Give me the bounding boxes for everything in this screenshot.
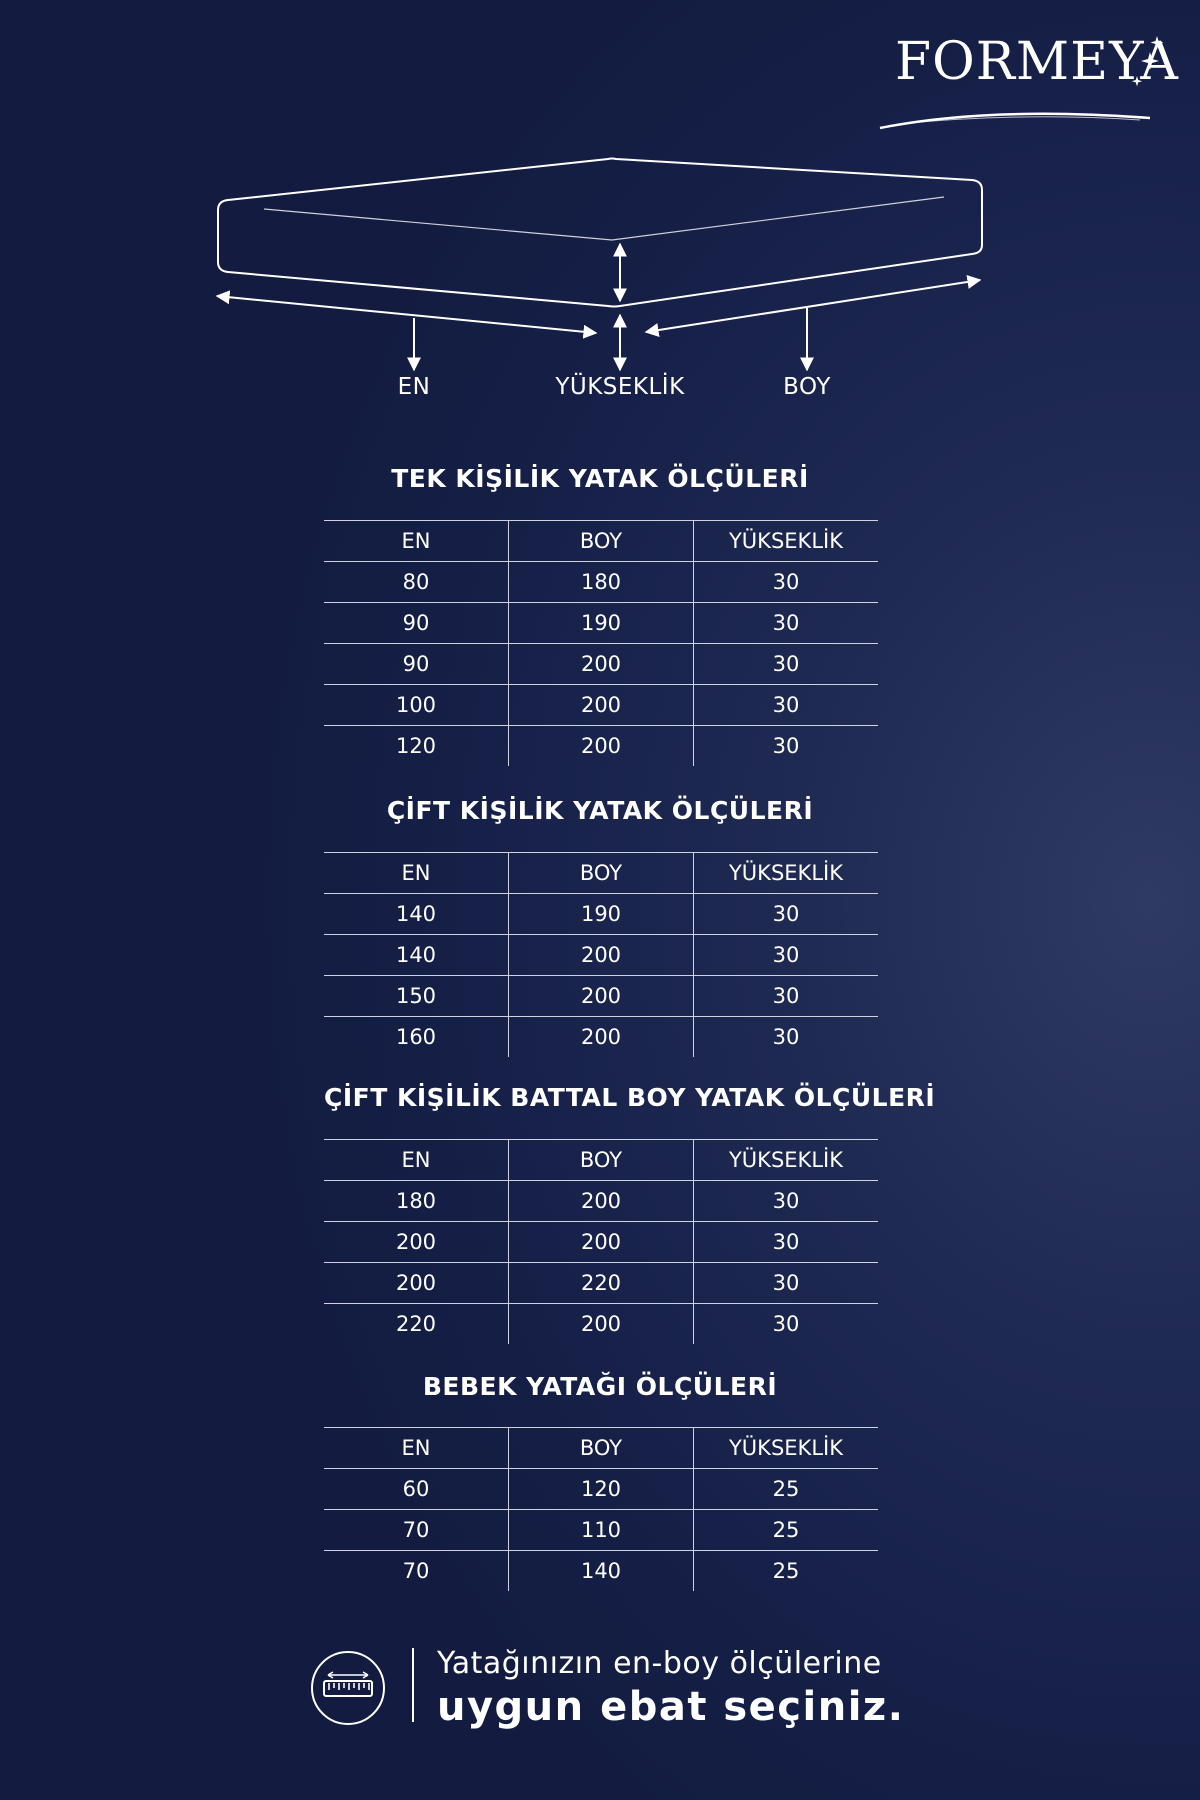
cell-boy: 200 (509, 726, 694, 767)
col-header-en: EN (324, 521, 509, 562)
table-row (324, 894, 878, 935)
cell-height: 30 (694, 1017, 879, 1058)
length-arrow (646, 280, 980, 332)
logo-wordmark: FORMEYA (895, 32, 1179, 92)
col-header-boy: BOY (509, 853, 694, 894)
table-row (324, 1017, 878, 1058)
footer-divider (412, 1648, 414, 1722)
col-header-boy: BOY (509, 1428, 694, 1469)
section-title: BEBEK YATAĞI ÖLÇÜLERİ (422, 1372, 778, 1401)
mattress-diagram (0, 0, 1200, 420)
cell-en: 160 (395, 1025, 437, 1049)
footer-note (310, 1640, 950, 1740)
cell-en: 70 (402, 1559, 430, 1583)
cell-en: 90 (324, 644, 509, 685)
table-row (324, 935, 878, 976)
table-row (324, 1181, 878, 1222)
col-header-en: EN (324, 853, 509, 894)
cell-en: 220 (395, 1312, 437, 1336)
col-header-height: YÜKSEKLİK (694, 1428, 879, 1469)
footer-line1: Yatağınızın en-boy ölçülerine (437, 1646, 882, 1681)
measuring-tape-icon (310, 1650, 386, 1726)
cell-en: 140 (324, 935, 509, 976)
col-header-en: EN (324, 1428, 509, 1469)
section-title: TEK KİŞİLİK YATAK ÖLÇÜLERİ (391, 464, 809, 493)
label-boy: BOY (783, 374, 831, 400)
table-row (324, 1263, 878, 1304)
cell-boy: 180 (509, 562, 694, 603)
cell-boy: 200 (509, 1304, 694, 1345)
cell-height: 30 (694, 603, 879, 644)
size-table-king (324, 1139, 878, 1344)
cell-en: 150 (324, 976, 509, 1017)
table-row (324, 1469, 878, 1510)
col-header-en: EN (324, 1140, 509, 1181)
cell-height: 30 (694, 1222, 879, 1263)
cell-en: 180 (324, 1181, 509, 1222)
cell-boy: 220 (509, 1263, 694, 1304)
size-table-single (324, 520, 878, 766)
cell-height: 30 (694, 644, 879, 685)
cell-boy: 120 (509, 1469, 694, 1510)
cell-boy: 200 (509, 1181, 694, 1222)
table-row (324, 603, 878, 644)
cell-height: 30 (694, 1304, 879, 1345)
cell-en: 140 (324, 894, 509, 935)
cell-en: 200 (324, 1263, 509, 1304)
table-row (324, 1222, 878, 1263)
section-title: ÇİFT KİŞİLİK BATTAL BOY YATAK ÖLÇÜLERİ (324, 1083, 936, 1112)
cell-height: 30 (694, 976, 879, 1017)
table-row (324, 1510, 878, 1551)
cell-boy: 200 (509, 976, 694, 1017)
table-row (324, 1304, 878, 1345)
cell-height: 25 (694, 1469, 879, 1510)
cell-en: 80 (324, 562, 509, 603)
footer-line2: uygun ebat seçiniz. (437, 1684, 905, 1730)
width-arrow (217, 296, 596, 333)
cell-height: 25 (694, 1510, 879, 1551)
cell-boy: 190 (509, 603, 694, 644)
cell-height: 30 (694, 1263, 879, 1304)
cell-en: 120 (395, 734, 437, 758)
table-row (324, 685, 878, 726)
cell-height: 30 (694, 1181, 879, 1222)
cell-en: 200 (324, 1222, 509, 1263)
cell-boy: 200 (509, 935, 694, 976)
col-header-height: YÜKSEKLİK (694, 853, 879, 894)
cell-en: 70 (324, 1510, 509, 1551)
cell-boy: 200 (509, 1222, 694, 1263)
table-row (324, 644, 878, 685)
label-en: EN (397, 374, 431, 400)
cell-en: 90 (324, 603, 509, 644)
mattress-outline (218, 159, 982, 307)
size-table-double (324, 852, 878, 1057)
col-header-boy: BOY (509, 1140, 694, 1181)
col-header-boy: BOY (509, 521, 694, 562)
size-table-baby (324, 1427, 878, 1591)
cell-height: 30 (694, 935, 879, 976)
table-row (324, 562, 878, 603)
cell-boy: 190 (509, 894, 694, 935)
col-header-height: YÜKSEKLİK (694, 1140, 879, 1181)
cell-height: 25 (694, 1551, 879, 1592)
cell-height: 30 (694, 685, 879, 726)
cell-height: 30 (694, 894, 879, 935)
cell-height: 30 (694, 726, 879, 767)
cell-boy: 140 (509, 1551, 694, 1592)
cell-boy: 200 (509, 644, 694, 685)
cell-boy: 200 (509, 685, 694, 726)
table-row (324, 976, 878, 1017)
cell-en: 60 (324, 1469, 509, 1510)
cell-en: 100 (324, 685, 509, 726)
col-header-height: YÜKSEKLİK (694, 521, 879, 562)
table-row (324, 1551, 878, 1592)
dimension-arrows (217, 244, 980, 370)
table-row (324, 726, 878, 767)
section-title: ÇİFT KİŞİLİK YATAK ÖLÇÜLERİ (386, 796, 814, 825)
cell-height: 30 (694, 562, 879, 603)
label-height: YÜKSEKLİK (555, 374, 685, 400)
cell-boy: 110 (509, 1510, 694, 1551)
cell-boy: 200 (509, 1017, 694, 1058)
